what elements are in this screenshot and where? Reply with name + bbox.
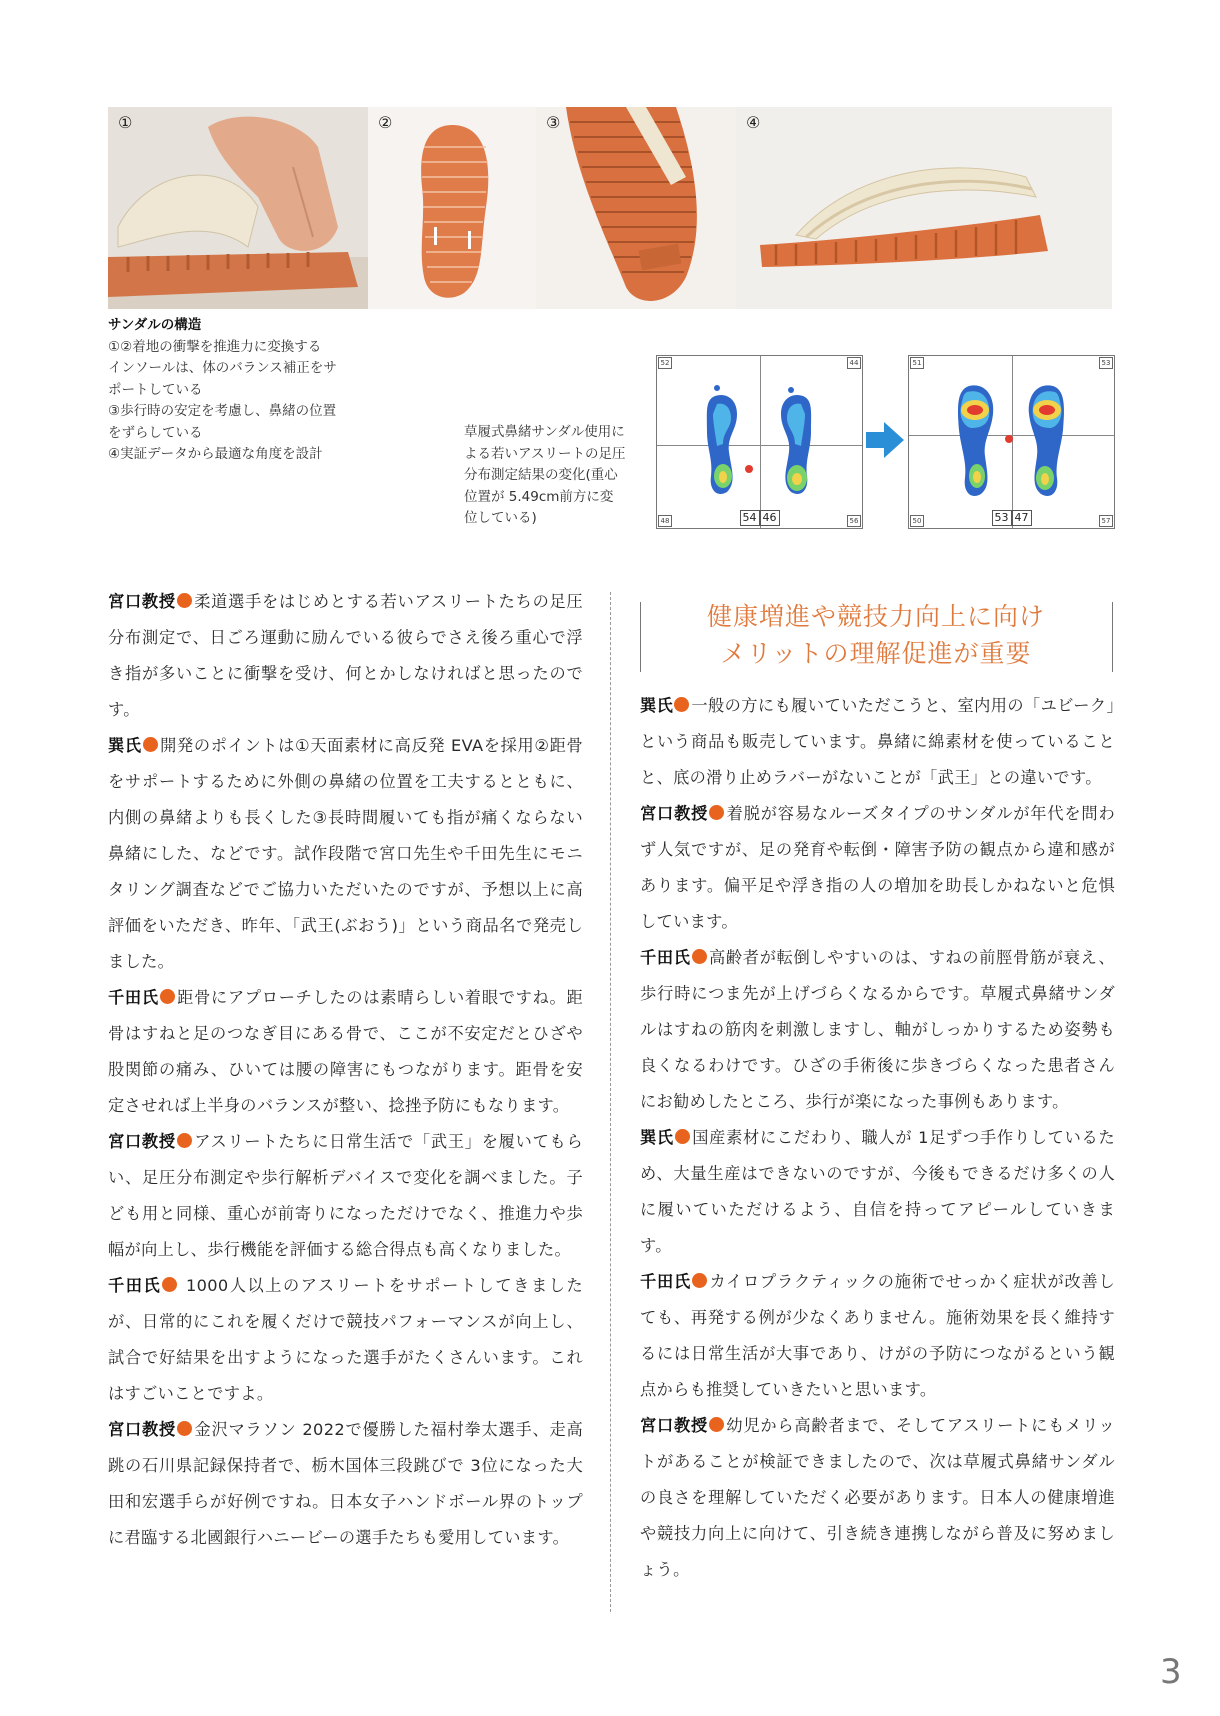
paragraph-text: 1000人以上のアスリートをサポートしてきましたが、日常的にこれを履くだけで競技パフォーマンスが向上し、試合で好結果を出すようになった選手がたくさんいます。これはすごいことですよ。 [108, 1276, 583, 1403]
paragraph-text: アスリートたちに日常生活で「武王」を履いてもらい、足圧分布測定や歩行解析デバイスで変化を調べました。子ども用と同様、重心が前寄りになっただけでなく、推進力や歩幅が向上し、歩行機能を評価する総合得点も高くなりました。 [108, 1132, 584, 1259]
photo-number: ④ [746, 113, 761, 132]
caption-line: をずらしている [108, 424, 203, 441]
paragraph [108, 1268, 583, 1412]
paragraph [108, 980, 583, 1124]
heading-bar-right [1112, 602, 1113, 672]
caption-line: ①②着地の衝撃を推進力に変換する [108, 338, 322, 355]
insole-photo [368, 107, 536, 309]
arrow-right-icon [866, 422, 904, 458]
pressure-map-before [656, 355, 863, 529]
photo-number: ③ [546, 113, 561, 132]
speaker-name: 千田氏 [640, 1272, 692, 1291]
speaker-name: 宮口教授 [640, 804, 709, 823]
balance-score [992, 510, 1032, 526]
column-divider [610, 592, 611, 1612]
photo-number: ② [378, 113, 393, 132]
corner-value: 51 [910, 357, 924, 369]
paragraph [640, 1408, 1115, 1588]
paragraph [108, 728, 583, 980]
bullet-dot [143, 737, 158, 752]
paragraph-text: カイロプラクティックの施術でせっかく症状が改善しても、再発する例が少なくありません。施術効果を長く維持するには日常生活が大事であり、けがの予防につながるという観点からも推奨していきたいと思います。 [640, 1272, 1115, 1399]
caption-line: 分布測定結果の変化(重心 [464, 467, 618, 483]
corner-value: 53 [1099, 357, 1113, 369]
sandal-photo-strip [108, 107, 1112, 309]
paragraph [640, 1264, 1115, 1408]
bullet-dot [162, 1277, 177, 1292]
caption-line: 位している) [464, 510, 537, 526]
paragraph [640, 796, 1115, 940]
bullet-dot [177, 1421, 192, 1436]
corner-value: 44 [847, 357, 861, 369]
corner-value: 50 [910, 515, 924, 527]
sandal-hand-photo [108, 107, 368, 309]
page-number: 3 [1160, 1652, 1182, 1692]
right-score: 47 [1012, 510, 1032, 526]
pressure-map-after [908, 355, 1115, 529]
caption-line: インソールは、体のバランス補正をサ [108, 360, 337, 376]
caption-line: ④実証データから最適な角度を設計 [108, 446, 323, 462]
paragraph [108, 1412, 583, 1556]
speaker-name: 千田氏 [640, 948, 691, 967]
paragraph [640, 688, 1115, 796]
photo-1 [108, 107, 368, 309]
bullet-dot [177, 593, 192, 608]
paragraph-text: 幼児から高齢者まで、そしてアスリートにもメリットがあることが検証できましたので、次は草履式鼻緒サンダルの良さを理解していただく必要があります。日本人の健康増進や競技力向上に向けて、引き続き連携しながら普及に努めましょう。 [640, 1416, 1115, 1579]
bullet-dot [709, 1417, 724, 1432]
corner-value: 56 [847, 515, 861, 527]
corner-value: 52 [658, 357, 672, 369]
speaker-name: 巽氏 [640, 1128, 674, 1147]
photo-3 [536, 107, 736, 309]
bullet-dot [675, 1129, 690, 1144]
bullet-dot [160, 989, 175, 1004]
bullet-dot [692, 1273, 707, 1288]
photo-2 [368, 107, 536, 309]
sandal-side-photo [736, 107, 1112, 309]
footprints-before [657, 356, 862, 506]
paragraph-text: 距骨にアプローチしたのは素晴らしい着眼ですね。距骨はすねと足のつなぎ目にある骨で、ここが不安定だとひざや股関節の痛み、ひいては腰の障害にもつながります。距骨を安定させれば上半身のバランスが整い、捻挫予防にもなります。 [108, 988, 583, 1115]
sole-photo [536, 107, 736, 309]
left-score: 53 [992, 510, 1012, 526]
photo-4 [736, 107, 1112, 309]
right-score: 46 [760, 510, 780, 526]
paragraph [640, 940, 1115, 1120]
caption-line: ポートしている [108, 381, 203, 398]
caption-line: 位置が 5.49cm前方に変 [464, 488, 614, 505]
bullet-dot [177, 1133, 192, 1148]
bullet-dot [709, 805, 724, 820]
paragraph-text: 国産素材にこだわり、職人が 1足ずつ手作りしているため、大量生産はできないのですが、今後もできるだけ多くの人に履いていただけるよう、自信を持ってアピールしていきます。 [640, 1128, 1116, 1255]
bullet-dot [692, 949, 707, 964]
speaker-name: 巽氏 [108, 736, 142, 755]
caption-title: サンダルの構造 [108, 317, 202, 333]
paragraph-text: 柔道選手をはじめとする若いアスリートたちの足圧分布測定で、日ごろ運動に励んでいる彼らでさえ後ろ重心で浮き指が多いことに衝撃を受け、何とかしなければと思ったのです。 [108, 592, 584, 719]
speaker-name: 宮口教授 [108, 1132, 176, 1151]
paragraph-text: 開発のポイントは①天面素材に高反発 EVAを採用②距骨をサポートするために外側の鼻緒の位置を工夫するとともに、内側の鼻緒よりも長くした③長時間履いても指が痛くならない鼻緒にした、などです。試作段階で宮口先生や千田先生にモニタリング調査などでご協力いただいたのですが、予想以上に高評価をいただき、昨年、「武王(ぶおう)」という商品名で発売しました。 [108, 736, 583, 971]
speaker-name: 千田氏 [108, 1276, 162, 1295]
footprints-after [909, 356, 1114, 506]
corner-value: 57 [1099, 515, 1113, 527]
speaker-name: 宮口教授 [640, 1416, 708, 1435]
paragraph-text: 高齢者が転倒しやすいのは、すねの前脛骨筋が衰え、歩行時につま先が上げづらくなるからです。草履式鼻緒サンダルはすねの筋肉を刺激しますし、軸がしっかりするため姿勢も良くなるわけです。ひざの手術後に歩きづらくなった患者さんにお勧めしたところ、歩行が楽になった事例もあります。 [640, 948, 1115, 1111]
paragraph-text: 一般の方にも履いていただこうと、室内用の「ユビーク」という商品も販売しています。鼻緒に綿素材を使っていることと、底の滑り止めラバーがないことが「武王」との違いです。 [640, 696, 1116, 787]
photo-number: ① [118, 113, 133, 132]
speaker-name: 千田氏 [108, 988, 159, 1007]
caption-line: 草履式鼻緒サンダル使用に [464, 424, 625, 440]
balance-score [740, 510, 780, 526]
right-column [640, 688, 1115, 1588]
pressure-caption [464, 422, 650, 530]
left-column [108, 584, 583, 1556]
corner-value: 48 [658, 515, 672, 527]
bullet-dot [674, 697, 689, 712]
heading-line: 健康増進や競技力向上に向け [706, 602, 1045, 631]
paragraph [108, 584, 583, 728]
speaker-name: 巽氏 [640, 696, 674, 715]
structure-caption [108, 315, 378, 466]
paragraph-text: 金沢マラソン 2022で優勝した福村拳太選手、走高跳の石川県記録保持者で、栃木国体三段跳びで 3位になった大田和宏選手らが好例ですね。日本女子ハンドボール界のトップに君臨する北國銀行ハニービーの選手たちも愛用しています。 [108, 1420, 583, 1547]
paragraph-text: 着脱が容易なルーズタイプのサンダルが年代を問わず人気ですが、足の発育や転倒・障害予防の観点から違和感があります。偏平足や浮き指の人の増加を助長しかねないと危惧しています。 [640, 804, 1115, 931]
speaker-name: 宮口教授 [108, 1420, 176, 1439]
section-heading [640, 598, 1112, 672]
heading-line: メリットの理解促進が重要 [720, 639, 1032, 668]
caption-line: よる若いアスリートの足圧 [464, 445, 626, 462]
paragraph [108, 1124, 583, 1268]
caption-line: ③歩行時の安定を考慮し、鼻緒の位置 [108, 403, 337, 419]
speaker-name: 宮口教授 [108, 592, 176, 611]
paragraph [640, 1120, 1115, 1264]
left-score: 54 [740, 510, 760, 526]
